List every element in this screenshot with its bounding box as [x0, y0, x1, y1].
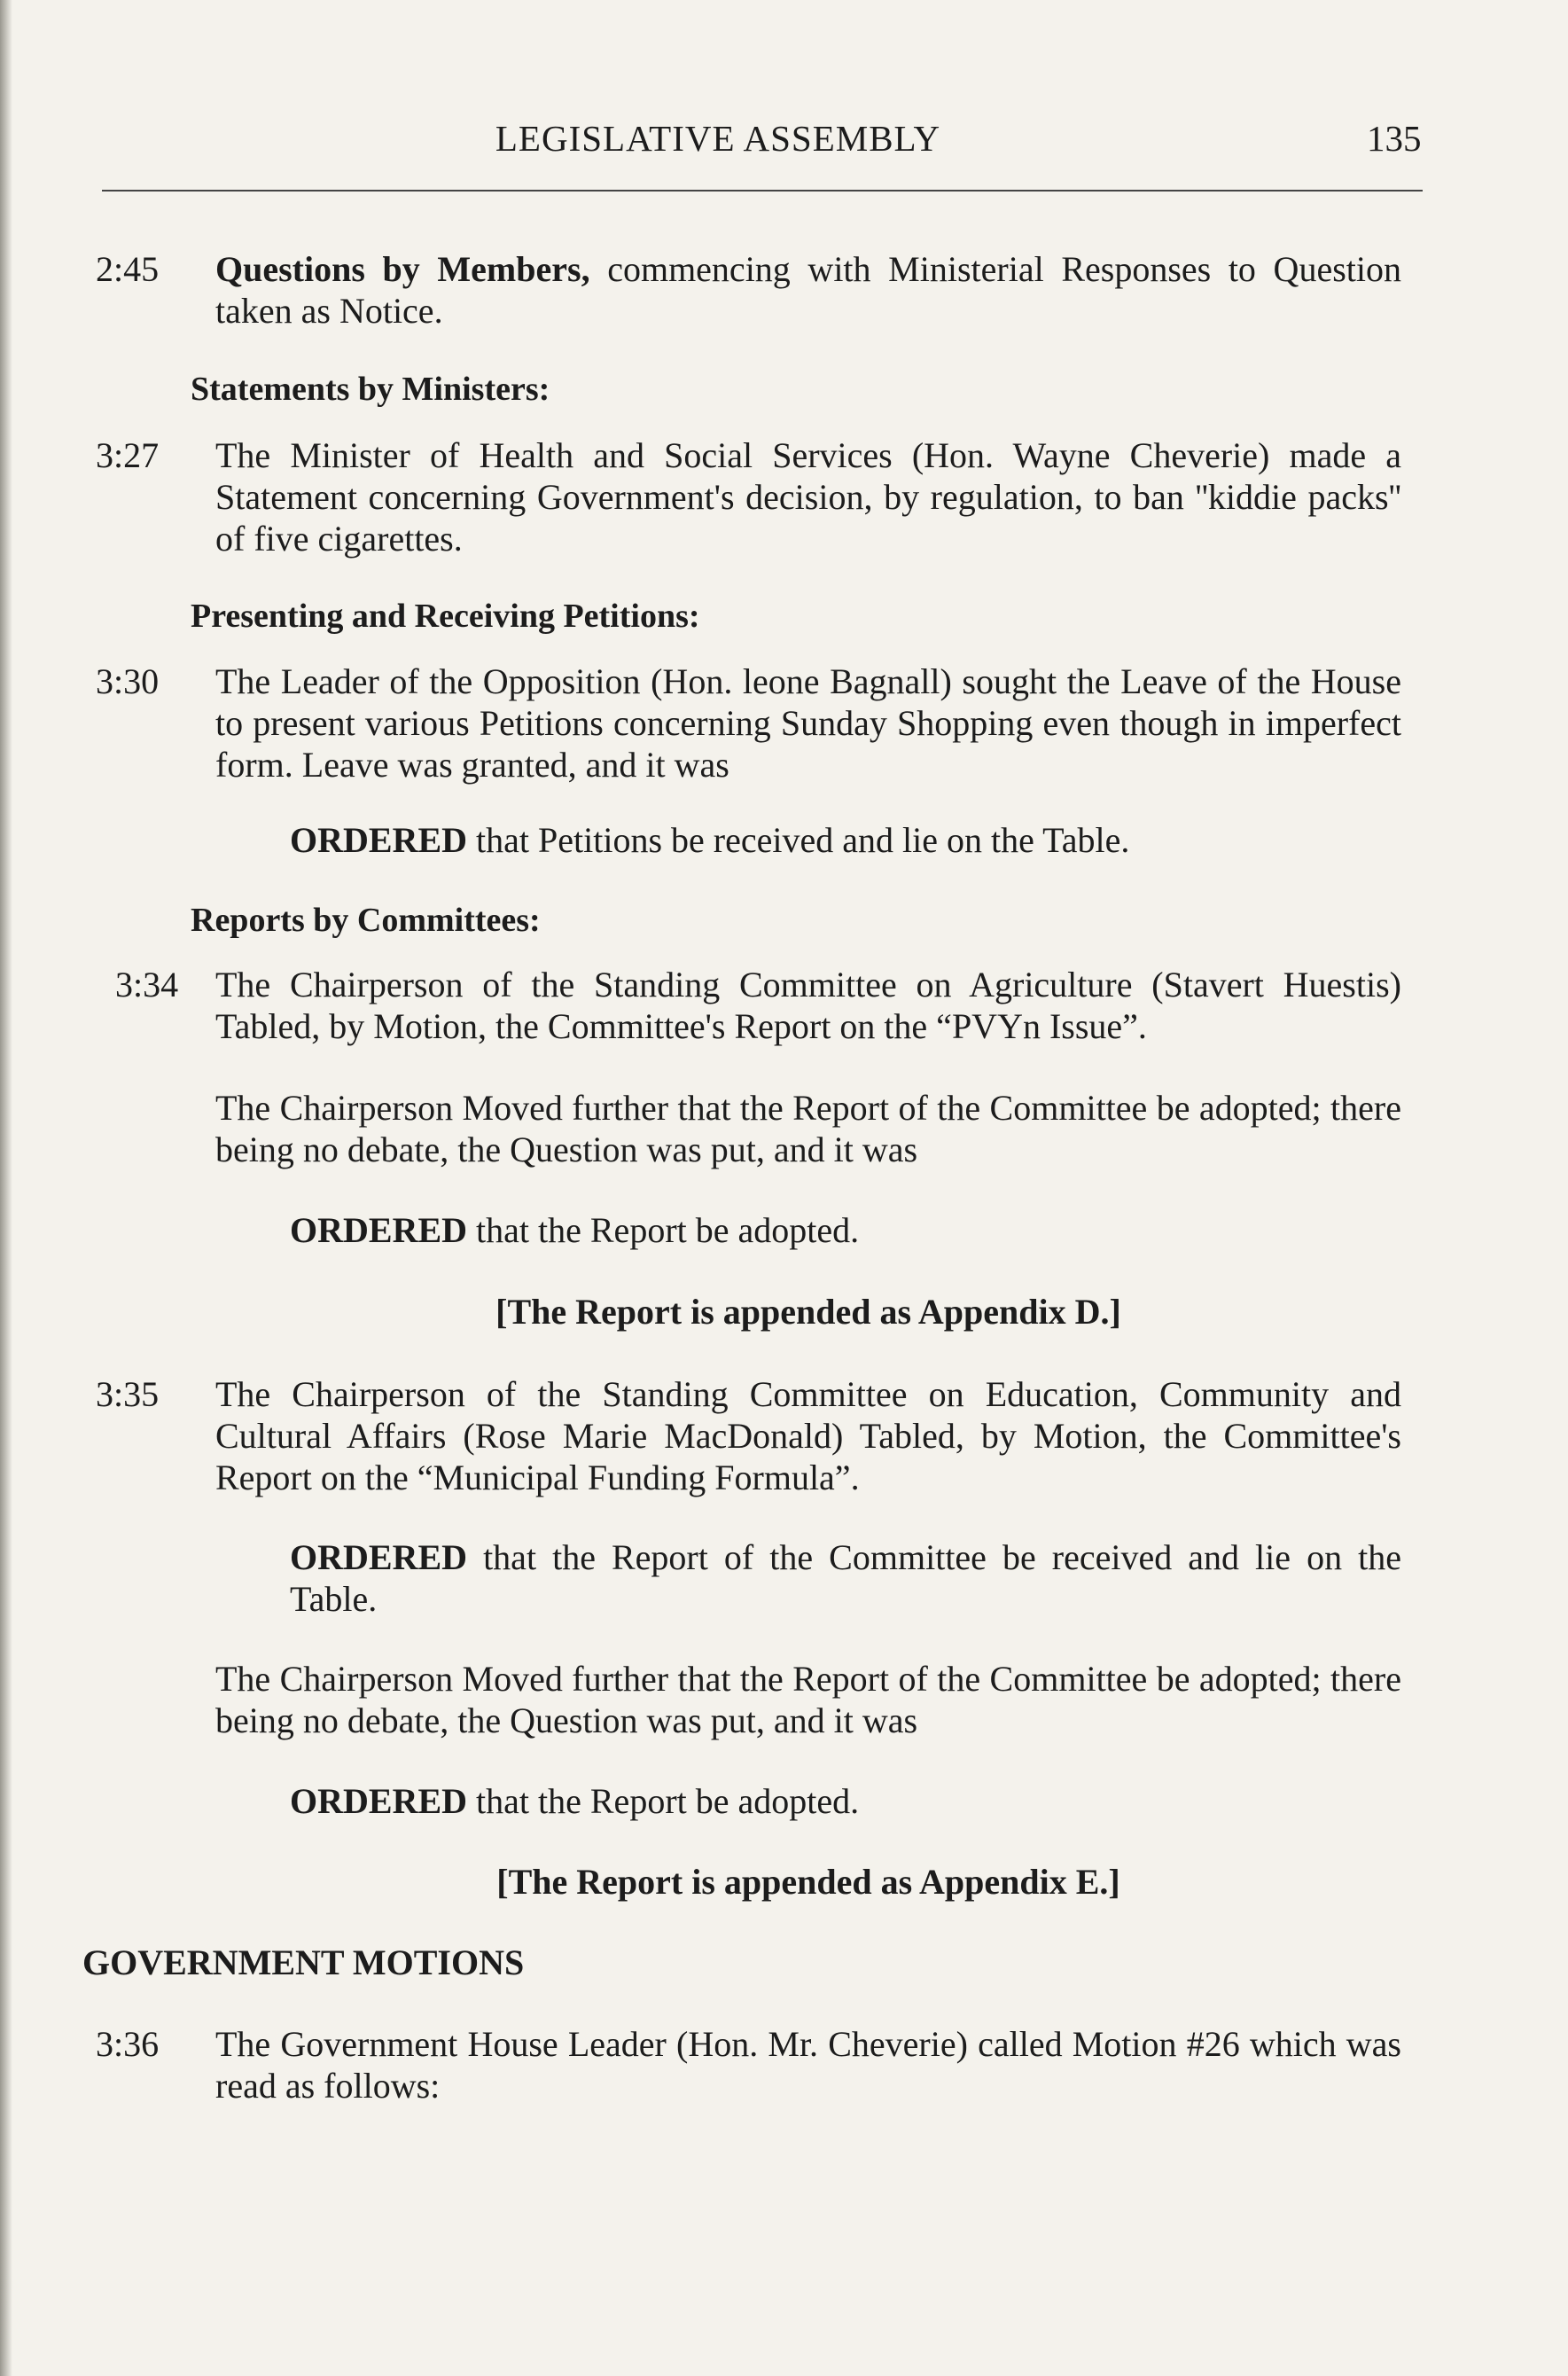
- entry-questions-by-members: [215, 248, 1401, 332]
- page-header: [0, 0, 1568, 204]
- entry-education-report: The Chairperson of the Standing Committee on Education, Community and Cultural Affairs (Rose Marie MacDonald) Tabled, by Motion, the Committee's Report on the “Municipal Funding Formula”.: [215, 1374, 1401, 1497]
- ordered-statement: [290, 819, 1401, 861]
- section-heading-government-motions: GOVERNMENT MOTIONS: [82, 1942, 525, 1982]
- entry-agriculture-report: The Chairperson of the Standing Committee on Agriculture (Stavert Huestis) Tabled, by Motion, the Committee's Report on the “PVYn Issue”.: [215, 965, 1401, 1046]
- header-rule: [102, 190, 1423, 191]
- ordered-lead: ORDERED: [290, 1210, 468, 1250]
- section-heading-petitions: Presenting and Receiving Petitions:: [191, 598, 700, 635]
- ordered-lead: ORDERED: [290, 1537, 468, 1577]
- time-stamp: 2:45: [96, 249, 160, 289]
- moved-further: The Chairperson Moved further that the Report of the Committee be adopted; there being no debate, the Question was put, and it was: [215, 1088, 1401, 1169]
- moved-further: The Chairperson Moved further that the Report of the Committee be adopted; there being no debate, the Question was put, and it was: [215, 1659, 1401, 1740]
- section-heading-statements: Statements by Ministers:: [191, 371, 550, 408]
- ordered-statement: [290, 1780, 1401, 1822]
- time-stamp: 3:36: [96, 2024, 160, 2064]
- running-title: LEGISLATIVE ASSEMBLY: [495, 118, 941, 159]
- ordered-lead: ORDERED: [290, 1781, 468, 1821]
- time-stamp: 3:27: [96, 435, 160, 475]
- time-stamp: 3:35: [96, 1374, 160, 1414]
- appendix-note: [The Report is appended as Appendix E.]: [496, 1862, 1120, 1902]
- ordered-text: that the Report be adopted.: [467, 1781, 860, 1821]
- ordered-text: that the Report be adopted.: [467, 1210, 860, 1250]
- entry-lead: Questions by Members,: [215, 249, 590, 289]
- entry-text: commencing with Ministerial Responses to Question taken as Notice.: [215, 249, 1401, 331]
- entry-petitions: The Leader of the Opposition (Hon. leone Bagnall) sought the Leave of the House to present various Petitions concerning Sunday Shopping even though in imperfect form. Leave was granted, and it was: [215, 661, 1401, 785]
- page-edge-shadow: [0, 0, 12, 2376]
- entry-ministerial-statement: The Minister of Health and Social Services (Hon. Wayne Cheverie) made a Statement concerning Government's decision, by regulation, to ban ''kiddie packs'' of five cigarettes.: [215, 435, 1401, 559]
- ordered-text: that Petitions be received and lie on the Table.: [467, 820, 1130, 860]
- page-number: 135: [1367, 118, 1422, 159]
- entry-government-motion: The Government House Leader (Hon. Mr. Cheverie) called Motion #26 which was read as follows:: [215, 2024, 1401, 2106]
- ordered-statement: [290, 1536, 1401, 1620]
- ordered-text: that the Report of the Committee be received and lie on the Table.: [290, 1537, 1401, 1619]
- ordered-lead: ORDERED: [290, 820, 468, 860]
- time-stamp: 3:30: [96, 661, 160, 701]
- appendix-note: [The Report is appended as Appendix D.]: [495, 1292, 1121, 1332]
- ordered-statement: [290, 1209, 1401, 1251]
- section-heading-reports: Reports by Committees:: [191, 902, 541, 939]
- time-stamp: 3:34: [115, 965, 179, 1004]
